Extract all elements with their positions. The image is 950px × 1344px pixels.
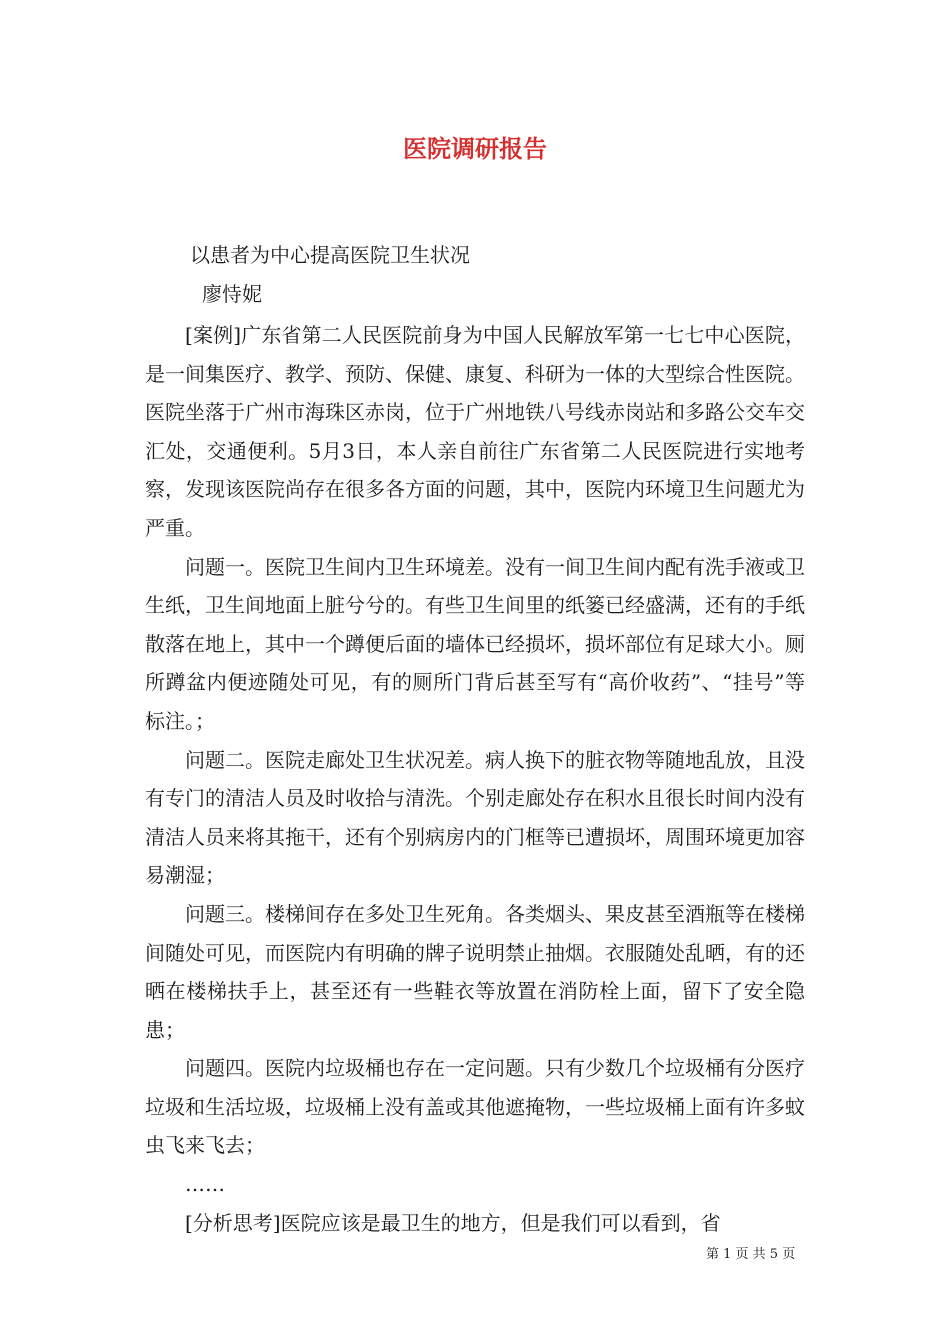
- paragraph-issue-four: 问题四。医院内垃圾桶也存在一定问题。只有少数几个垃圾桶有分医疗垃圾和生活垃圾，垃圾桶上没有盖或其他遮掩物，一些垃圾桶上面有许多蚊虫飞来飞去；: [145, 1056, 805, 1158]
- page-number-footer: 第 1 页 共 5 页: [706, 1247, 796, 1262]
- paragraph-issue-one: 问题一。医院卫生间内卫生环境差。没有一间卫生间内配有洗手液或卫生纸，卫生间地面上脏兮兮的。有些卫生间里的纸篓已经盛满，还有的手纸散落在地上，其中一个蹲便后面的墙体已经损坏，损坏部位有足球大小。厕所蹲盆内便迹随处可见，有的厕所门背后甚至写有“高价收药”、“挂号”等标注。；: [145, 554, 805, 733]
- document-body: [145, 316, 805, 1242]
- paragraph-issue-three: 问题三。楼梯间存在多处卫生死角。各类烟头、果皮甚至酒瓶等在楼梯间随处可见，而医院内有明确的牌子说明禁止抽烟。衣服随处乱晒，有的还晒在楼梯扶手上，甚至还有一些鞋衣等放置在消防栓上面，留下了安全隐患；: [145, 901, 805, 1042]
- paragraph-analysis: [分析思考]医院应该是最卫生的地方，但是我们可以看到，省: [185, 1210, 721, 1235]
- paragraph-ellipsis: ……: [185, 1172, 225, 1197]
- document-author: 廖恃妮: [202, 282, 262, 306]
- paragraph-case: [案例]广东省第二人民医院前身为中国人民解放军第一七七中心医院，是一间集医疗、教学、预防、保健、康复、科研为一体的大型综合性医院。医院坐落于广州市海珠区赤岗，位于广州地铁八号线赤岗站和多路公交车交汇处，交通便利。5月3日，本人亲自前往广东省第二人民医院进行实地考察，发现该医院尚存在很多各方面的问题，其中，医院内环境卫生问题尤为严重。: [145, 323, 805, 540]
- document-title: 医院调研报告: [403, 134, 547, 163]
- document-subtitle: 以患者为中心提高医院卫生状况: [190, 243, 470, 267]
- paragraph-issue-two: 问题二。医院走廊处卫生状况差。病人换下的脏衣物等随地乱放，且没有专门的清洁人员及时收拾与清洗。个别走廊处存在积水且很长时间内没有清洁人员来将其拖干，还有个别病房内的门框等已遭损坏，周围环境更加容易潮湿；: [145, 747, 805, 888]
